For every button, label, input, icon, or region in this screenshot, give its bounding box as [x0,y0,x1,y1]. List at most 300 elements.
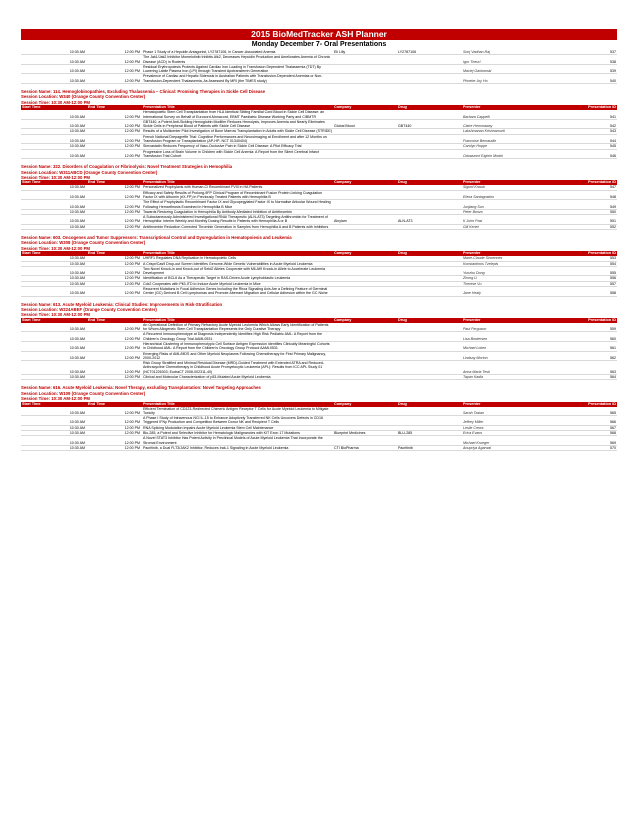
presentation-title: Risk Group Stratified and Minimal Residual Disease (MRD)-Guided Treatment with Extended ATRA and Reduced-Anthracycline Chemotherapy in Childhood Acute Promyelocytic Leukemia (APL): Results from ICC APL Study 01 (NCT01226303; EudraCT 2008-002311-40) [142,361,333,375]
drug-header: Drug [397,251,462,256]
presentation-row [21,190,617,200]
start-time: 10:30 AM [21,215,87,225]
presentation-title: UHRF1 Regulates DNA Replication in Hematopoietic Cells [142,256,333,261]
session-block [21,302,617,381]
company [333,224,397,229]
company [333,407,397,416]
company [333,416,397,426]
end-time: 12:00 PM [87,431,142,436]
presentation-id: 566 [554,416,617,426]
start-time: 10:30 AM [21,64,87,74]
presentation-title: Pacritinib, a Dual FLT3/JAK2 Inhibitor, Reduces Irak-1 Signaling in Acute Myeloid Leukemia [142,445,333,450]
start-time: 10:30 AM [21,190,87,200]
end-time: 12:00 PM [87,110,142,119]
start-time: 10:30 AM [21,256,87,261]
presentation-title: Cdx2 Cooperates with Pit3-ITD to Induce Acute Myeloid Leukemia in Mice [142,281,333,286]
presentation-title: Efficacy and Safety Results of Prolong-9FP Clinical Program of Recombinant Fusion Protein Linking Coagulation Factor IX with Albumin (rIX-FP) in Previously Treated Patients with Hemophilia B [142,190,333,200]
end-time: 12:00 PM [87,190,142,200]
session-name: Session Name: 603. Oncogenes and Tumor Suppressors: Transcriptional Control and Dysregulation in Hematopoiesis and Leukemia [21,235,292,241]
presentation-id: 558 [554,287,617,297]
presenter: Claire Hemmaway [462,119,554,129]
presentation-title: Blu-285, a Potent and Selective Inhibitor for Hematologic Malignancies with KIT Exon 17 Mutations [142,431,333,436]
presentation-title: Residual Erythropoiesis Protects Against Cardiac Iron Loading in Transfusion Dependent Thalassemia (TDT) By Lowering Labile Plasma Iron (LPI) through Transient Apotransferrin Generation [142,64,333,74]
start-time: 10:30 AM [21,74,87,84]
presentation-row [21,110,617,119]
presentation-id: 552 [554,224,617,229]
presentation-id: 568 [554,431,617,436]
presenter: Anna Maria Testi [462,361,554,375]
end-time: 12:00 PM [87,351,142,361]
presentation-row [21,323,617,332]
presenter-header: Presenter [462,318,554,323]
presentation-title: French National Drepagreffe Trial: Cognitive Performances and Neuroimaging at Enrollment and after 12 Months on Transfusion Program or Transplantation (AP-HP- NCT 01340404) [142,134,333,144]
session-time: Session Time: 10:30 AM-12:00 PM [21,396,91,402]
start-time: 10:30 AM [21,375,87,380]
presenter: Anupriya Agarwal [462,445,554,450]
drug [397,361,462,375]
drug [397,64,462,74]
session-block [21,89,617,159]
title-header: Presentation Title [142,402,333,407]
presentation-title: Simvastatin Reduces Frequency of Vaso-Occlusive Pain in Sickle Cell Disease: A Pilot Efficacy Trial [142,144,333,149]
presentation-title: Hematopoietic Stem Cell Transplantation from HLA Identical Sibling Familial Cord Blood in Sickle Cell Disease: an International Survey on Behalf of Eurocord-Monacord, EBMT Paediatric Disease Working Party and CIBMTR [142,110,333,119]
start-time: 10:30 AM [21,425,87,430]
drug [397,375,462,380]
presenter: Tapan Kadia [462,375,554,380]
end-time: 12:00 PM [87,407,142,416]
presenter: Maciej Garbowski [462,64,554,74]
start-time: 10:30 AM [21,149,87,159]
drug [397,134,462,144]
presentation-title: Two Novel Knock-in and Knock-out of Setd2 Alleles Cooperate with Mll-Af9 Knock-in Allele to Accelerate Leukemia Development [142,266,333,276]
presenter: Therese Vu [462,281,554,286]
drug [397,407,462,416]
start-time: 10:30 AM [21,144,87,149]
drug: BLU-285 [397,431,462,436]
session-time: Session Time: 10:30 AM-12:00 PM [21,99,91,105]
drug: GBT440 [397,119,462,129]
start-time-header: Start Time [21,251,87,256]
presentation-row [21,74,617,84]
company-header: Company [333,402,397,407]
presentation-id: 561 [554,341,617,351]
end-time-header: End Time [87,105,142,110]
end-time: 12:00 PM [87,144,142,149]
start-time: 10:30 AM [21,50,87,55]
drug-header: Drug [397,105,462,110]
drug: ALN-AT3 [397,215,462,225]
presentation-title: A Novel STAT3 Inhibitor Has Potent Activity in Preclinical Models of Acute Myeloid Leukemia That Incorporate the Stromal Environment [142,436,333,446]
drug [397,266,462,276]
end-time: 12:00 PM [87,50,142,55]
end-time: 12:00 PM [87,261,142,266]
company-header: Company [333,318,397,323]
presenter: Michael Krueger [462,436,554,446]
start-time-header: Start Time [21,402,87,407]
presentation-id: 569 [554,436,617,446]
presenter: Gili Kenet [462,224,554,229]
presentation-title: A Recurrent Immunophenotype at Diagnosis Independently Identifies High Risk Pediatric AML: A Report from the Children's Oncology Group Trial AAML0531 [142,332,333,342]
end-time-header: End Time [87,180,142,185]
company: Global Blood [333,119,397,129]
presentation-title: Efficient Termination of CD123-Redirected Chimeric Antigen Receptor T Cells for Acute Myeloid Leukemia to Mitigate Toxicity [142,407,333,416]
end-time-header: End Time [87,251,142,256]
presentation-id: 539 [554,64,617,74]
start-time: 10:30 AM [21,266,87,276]
company-header: Company [333,180,397,185]
company [333,287,397,297]
company: Alnylam [333,215,397,225]
company [333,341,397,351]
session-time: Session Time: 10:30 AM-12:00 PM [21,312,91,318]
presentation-row [21,119,617,129]
presentation-id: 554 [554,261,617,266]
drug-header: Drug [397,318,462,323]
presenter: Konstantinos Tzelepis [462,261,554,266]
session-name: Session Name: 114. Hemoglobinopathies, Excluding Thalassemia – Clinical: Promising Therapies in Sickle Cell Disease [21,89,266,95]
presentation-id: 551 [554,215,617,225]
start-time: 10:30 AM [21,436,87,446]
presentation-title: A Phase I Study of Intravenous NCI IL-15 to Enhance Adoptively Transferred NK Cells Uncovers Defects in CD16 Triggered IFNy Production and Competition Between Donor NK and Recipient T Cells [142,416,333,426]
end-time: 12:00 PM [87,276,142,281]
end-time: 12:00 PM [87,323,142,332]
start-time: 10:30 AM [21,445,87,450]
drug [397,287,462,297]
presenter: Zhong Li [462,276,554,281]
title-header: Presentation Title [142,180,333,185]
company [333,110,397,119]
company [333,436,397,446]
presentation-id: 549 [554,200,617,210]
start-time: 10:30 AM [21,332,87,342]
start-time: 10:30 AM [21,209,87,214]
top-presentations-table [21,50,617,84]
start-time: 10:30 AM [21,110,87,119]
presentation-title: Towards Restoring Coagulation in Hemophilia By Antibody-Mediated Inhibition of Antithrombin [142,209,333,214]
presenter-header: Presenter [462,251,554,256]
end-time: 12:00 PM [87,341,142,351]
drug [397,190,462,200]
id-header: Presentation ID [554,105,617,110]
presentation-id: 565 [554,407,617,416]
id-header: Presentation ID [554,180,617,185]
presenter: Jane Healy [462,287,554,297]
company-header: Company [333,251,397,256]
drug [397,55,462,65]
presentation-title: GBT440, a Potent Anti-Sickling Hemoglobin Modifier Reduces Hemolysis, Improves Anemia and Nearly Eliminates Sickle Cells in Peripheral Blood of Patients with Sickle Cell Disease [142,119,333,129]
presenter: Leslie Crews [462,425,554,430]
start-time-header: Start Time [21,105,87,110]
presentation-title: Phase 1 Study of a Hepcidin Antagonist, LY2787106, in Cancer-Associated Anemia [142,50,333,55]
end-time: 12:00 PM [87,425,142,430]
presentation-row [21,407,617,416]
presentation-row [21,266,617,276]
presenter: Lakshmanan Krishnamurti [462,129,554,134]
end-time: 12:00 PM [87,436,142,446]
presentation-id: 560 [554,332,617,342]
presentation-title: Hierarchical Clustering of Immunophenotypic Cell Surface Antigen Expression Identifies Clinically Meaningful Cohorts in Childhood AML: A Report from the Children's Oncology Group Protocol AAML0531 [142,341,333,351]
presentation-title: The Jak1/Jak2 Inhibitor Momelotinib Inhibits Alk2, Decreases Hepcidin Production and Ameliorates Anemia of Chronic Disease (ACD) in Rodents [142,55,333,65]
presentation-row [21,224,617,229]
id-header: Presentation ID [554,402,617,407]
end-time: 12:00 PM [87,445,142,450]
presenter: Francoise Bernaudin [462,134,554,144]
company [333,351,397,361]
presentation-id: 542 [554,119,617,129]
presentation-id: 570 [554,445,617,450]
session-name: Session Name: 616. Acute Myeloid Leukemia: Novel Therapy, excluding Transplantation: Novel Targeting Approaches [21,385,261,391]
start-time: 10:30 AM [21,416,87,426]
end-time: 12:00 PM [87,185,142,190]
start-time: 10:30 AM [21,224,87,229]
drug [397,149,462,159]
start-time: 10:30 AM [21,287,87,297]
title-header: Presentation Title [142,251,333,256]
session-name: Session Name: 322. Disorders of Coagulation or Fibrinolysis: Novel Treatment Strategies in Hemophilia [21,164,233,170]
start-time: 10:30 AM [21,323,87,332]
end-time: 12:00 PM [87,266,142,276]
presenter: Sigurd Knaub [462,185,554,190]
presenter: Elena Santagostino [462,190,554,200]
drug [397,224,462,229]
presentation-id: 548 [554,190,617,200]
start-time: 10:30 AM [21,200,87,210]
presenter: Junjiang Sun [462,200,554,210]
presentation-id: 556 [554,276,617,281]
title-header: Presentation Title [142,105,333,110]
presenter-header: Presenter [462,180,554,185]
end-time-header: End Time [87,318,142,323]
session-block [21,235,617,297]
presentation-title: Clinical and Molecular Characterization of p53-Mutated Acute Myeloid Leukemia [142,375,333,380]
company [333,375,397,380]
end-time-header: End Time [87,402,142,407]
session-location: Session Location: W340 (Orange County Convention Center) [21,94,146,100]
company [333,190,397,200]
company [333,149,397,159]
title-header: Presentation Title [142,318,333,323]
presenter: K John Pasi [462,215,554,225]
presentation-id: 562 [554,351,617,361]
presentation-row [21,351,617,361]
start-time: 10:30 AM [21,185,87,190]
drug [397,74,462,84]
presentation-id: 537 [554,50,617,55]
session-table [21,402,617,452]
presentation-title: An Operational Definition of Primary Refractory Acute Myeloid Leukemia Which Allows Early Identification of Patients for Whom Allogeneic Stem Cell Transplantation Represents the Only Curative Therapy [142,323,333,332]
drug [397,341,462,351]
session-table [21,318,617,381]
start-time-header: Start Time [21,318,87,323]
presenter-header: Presenter [462,105,554,110]
presenter: Yunzhu Dong [462,266,554,276]
day-subtitle: Monday December 7- Oral Presentations [251,41,387,48]
drug [397,436,462,446]
presenter: Igor Theurl [462,55,554,65]
company [333,323,397,332]
drug: LY2787106 [397,50,462,55]
planner-title: 2015 BioMedTracker ASH Planner [21,29,617,40]
presentation-row [21,375,617,380]
company [333,332,397,342]
presenter: Michael Loken [462,341,554,351]
session-list [21,89,617,451]
presentation-id: 567 [554,425,617,430]
start-time: 10:30 AM [21,55,87,65]
end-time: 12:00 PM [87,64,142,74]
presentation-id: 563 [554,361,617,375]
session-location: Session Location: W308 (Orange County Convention Center) [21,240,146,246]
presenter: Peter Bonzo [462,209,554,214]
end-time: 12:00 PM [87,149,142,159]
presentation-title: The Effect of Prophylactic Recombinant Factor IX and Glycopegylated Factor IX to Normalise Articular Wound Healing Following Hemarthrosis Examined in Hemophilia B Mice [142,200,333,210]
company [333,55,397,65]
drug-header: Drug [397,402,462,407]
drug [397,323,462,332]
presenter: Erica Evans [462,431,554,436]
start-time: 10:30 AM [21,341,87,351]
start-time: 10:30 AM [21,431,87,436]
session-time: Session Time: 10:30 AM-12:00 PM [21,175,91,180]
id-header: Presentation ID [554,251,617,256]
presentation-row [21,200,617,210]
drug [397,332,462,342]
presentation-title: Antithrombin Reduction Corrected Thrombin Generation in Samples from Hemophilia A and B Patients with Inhibitors [142,224,333,229]
presentation-id: 544 [554,134,617,144]
company: Blueprint Medicines [333,431,397,436]
presentation-row [21,436,617,446]
end-time: 12:00 PM [87,287,142,297]
company [333,200,397,210]
start-time-header: Start Time [21,180,87,185]
end-time: 12:00 PM [87,129,142,134]
presentation-row [21,445,617,450]
presentation-title: A Crispr/Cas9 Drop-out Screen Identifies Genome-Wide Genetic Vulnerabilities in Acute Myeloid Leukemia [142,261,333,266]
start-time: 10:30 AM [21,281,87,286]
id-header: Presentation ID [554,318,617,323]
presentation-title: Prevalence of Cardiac and Hepatic Siderosis in Australian Patients with Transfusion-Dependent Anemias or Non-Transfusion-Dependent Thalassemia, As Assessed By MRI (the TIMES study) [142,74,333,84]
end-time: 12:00 PM [87,416,142,426]
end-time: 12:00 PM [87,74,142,84]
end-time: 12:00 PM [87,375,142,380]
presentation-id: 543 [554,129,617,134]
presentation-title: Recurrent Mutations in Focal Adhesion Genes Including the Rhoa Signaling Axis Are a Defining Feature of Germinal Center (GC) Derived B Cell Lymphomas and Promote Aberrant Migration and Cellular Adhesion within the GC Niche [142,287,333,297]
session-location: Session Location: W224ABEF (Orange County Convention Center) [21,307,157,312]
presentation-row [21,64,617,74]
session-time: Session Time: 10:30 AM-12:00 PM [21,245,91,251]
presenter: Lindsay Morton [462,351,554,361]
presentation-id: 557 [554,281,617,286]
end-time: 12:00 PM [87,55,142,65]
presentation-title: Identification of BCL6 As a Therapeutic Target in RAS-Driven Acute Lymphoblastic Leukemia [142,276,333,281]
drug [397,351,462,361]
company [333,74,397,84]
session-location: Session Location: W109 (Orange County Convention Center) [21,390,146,396]
presentation-title: RNA Splicing Modulation Impairs Acute Myeloid Leukemia Stem Cell Maintenance [142,425,333,430]
end-time: 12:00 PM [87,224,142,229]
presenter: Barbara Cappelli [462,110,554,119]
presentation-row [21,215,617,225]
presentation-title: A Subcutaneously Administered Investigational RNAi Therapeutic (ALN-AT3) Targeting Antithrombin for Treatment of Hemophilia: Interim Weekly and Monthly Dosing Results in Patients with Hemophilia A or B [142,215,333,225]
presentation-row [21,149,617,159]
company [333,266,397,276]
end-time: 12:00 PM [87,281,142,286]
start-time: 10:30 AM [21,119,87,129]
session-block [21,164,617,230]
end-time: 12:00 PM [87,200,142,210]
drug [397,200,462,210]
company: Eli Lilly [333,50,397,55]
end-time: 12:00 PM [87,119,142,129]
presentation-id: 559 [554,323,617,332]
session-block [21,385,617,451]
session-table [21,180,617,230]
presentation-id: 553 [554,256,617,261]
presentation-id: 538 [554,55,617,65]
presentation-title: Results of a Multicenter Pilot Investigation of Bone Marrow Transplantation in Adults with Sickle Cell Disease (STRIDE) [143,129,332,134]
presentation-id: 545 [554,144,617,149]
presentation-id: 555 [554,266,617,276]
presentation-row [21,341,617,351]
company [333,134,397,144]
session-table [21,251,617,296]
presentation-id: 546 [554,149,617,159]
end-time: 12:00 PM [87,209,142,214]
presenter: Oduwunmi Eighim Modni [462,149,554,159]
presentation-row [21,416,617,426]
presentation-title: Progressive Loss of Brain Volume in Children with Sickle Cell Anemia: A Report from the Silent Cerebral Infarct Transfusion Trial Cohort [142,149,333,159]
presenter: Paul Ferguson [462,323,554,332]
start-time: 10:30 AM [21,134,87,144]
company [333,361,397,375]
presenter: Phoebe Joy Ho [462,74,554,84]
session-name: Session Name: 613. Acute Myeloid Leukemia: Clinical Studies: Improvements in Risk-Stratification [21,301,223,307]
start-time: 10:30 AM [21,361,87,375]
presentation-id: 564 [554,375,617,380]
drug [397,110,462,119]
drug-header: Drug [397,180,462,185]
drug: Pacritinib [397,445,462,450]
session-table [21,105,617,159]
end-time: 12:00 PM [87,361,142,375]
presentation-row [21,55,617,65]
company-header: Company [333,105,397,110]
presentation-id: 550 [554,209,617,214]
session-location: Session Location: W311ABCD (Orange County Convention Center) [21,169,158,175]
drug [397,416,462,426]
presentation-id: 540 [554,74,617,84]
presentation-row [21,287,617,297]
planner-page [21,0,617,451]
start-time: 10:30 AM [21,351,87,361]
presentation-row [21,332,617,342]
presenter: Carolyn Hoppe [462,144,554,149]
company [333,64,397,74]
presenter: Sarah Tasian [462,407,554,416]
presenter: Lisa Brodersen [462,332,554,342]
end-time: 12:00 PM [87,215,142,225]
company: CTI BioPharma [333,445,397,450]
presenter: Jeffrey Miller [462,416,554,426]
presentation-row [21,134,617,144]
presentation-title: Emerging Risks of AML/MDS and Other Myeloid Neoplasms Following Chemotherapy for First Primary Malignancy, 2000-2012 [142,351,333,361]
presentation-row [21,361,617,375]
end-time: 12:00 PM [87,256,142,261]
start-time: 10:30 AM [21,276,87,281]
presentation-id: 547 [554,185,617,190]
presentation-id: 541 [554,110,617,119]
start-time: 10:30 AM [21,129,87,134]
